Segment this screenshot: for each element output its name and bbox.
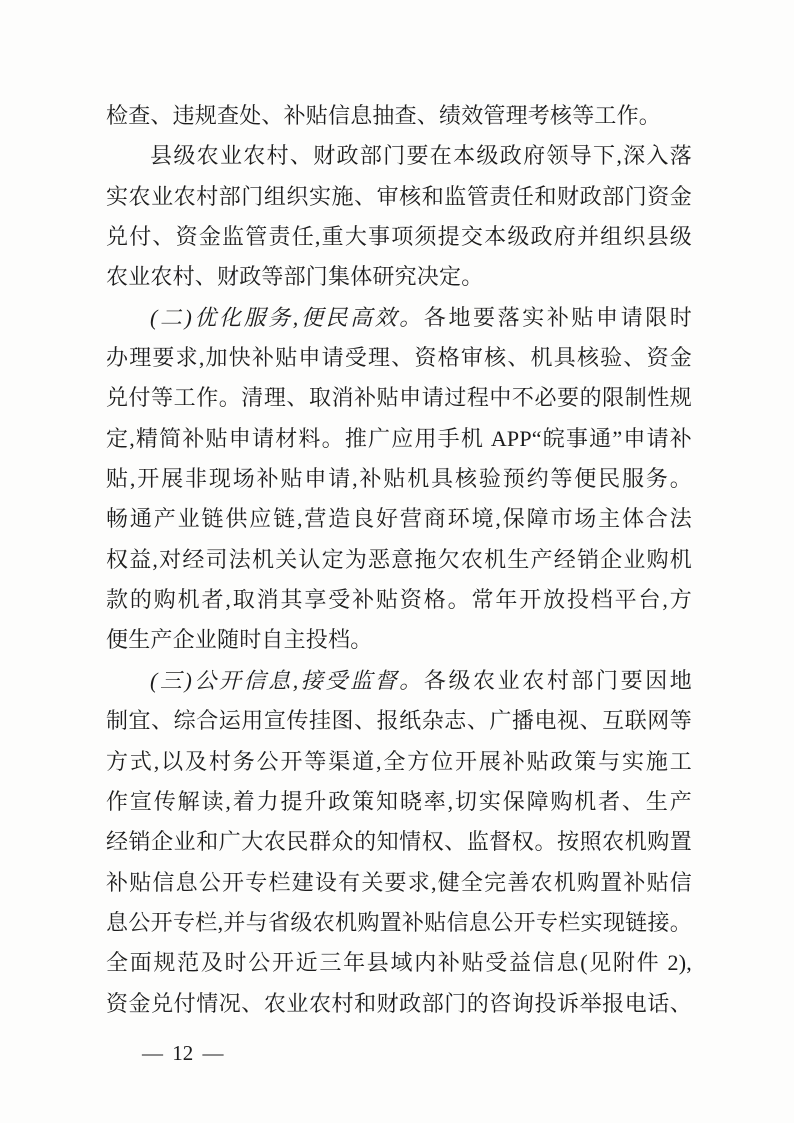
document-body: [106, 96, 692, 1024]
section-heading: (二)优化服务,便民高效。: [150, 304, 424, 330]
body-line: 实农业农村部门组织实施、审核和监管责任和财政部门资金: [106, 183, 692, 209]
body-line: 息公开专栏,并与省级农机购置补贴信息公开专栏实现链接。: [106, 909, 692, 935]
body-line-text: 各地要落实补贴申请限时: [423, 304, 692, 330]
body-line: 农业农村、财政等部门集体研究决定。: [106, 264, 484, 290]
body-line: 全面规范及时公开近三年县域内补贴受益信息(见附件 2),: [106, 950, 692, 976]
body-line: 兑付、资金监管责任,重大事项须提交本级政府并组织县级: [106, 224, 692, 250]
body-line: 定,精简补贴申请材料。推广应用手机 APP“皖事通”申请补: [106, 425, 692, 451]
body-line: [106, 661, 692, 701]
body-line: 县级农业农村、财政部门要在本级政府领导下,深入落: [150, 143, 692, 169]
body-line: 便生产企业随时自主投档。: [106, 627, 373, 653]
body-line: 作宣传解读,着力提升政策知晓率,切实保障购机者、生产: [106, 788, 692, 814]
body-line: 畅通产业链供应链,营造良好营商环境,保障市场主体合法: [106, 506, 692, 532]
section-heading: (三)公开信息,接受监督。: [150, 667, 424, 693]
body-line: 兑付等工作。清理、取消补贴申请过程中不必要的限制性规: [106, 385, 692, 411]
body-line: 款的购机者,取消其享受补贴资格。常年开放投档平台,方: [106, 587, 692, 613]
body-line: 方式,以及村务公开等渠道,全方位开展补贴政策与实施工: [106, 748, 692, 774]
body-line: 办理要求,加快补贴申请受理、资格审核、机具核验、资金: [106, 345, 692, 371]
body-line: 资金兑付情况、农业农村和财政部门的咨询投诉举报电话、: [106, 990, 692, 1016]
body-line: [106, 298, 692, 338]
body-line: 权益,对经司法机关认定为恶意拖欠农机生产经销企业购机: [106, 546, 692, 572]
body-line: 贴,开展非现场补贴申请,补贴机具核验预约等便民服务。: [106, 466, 692, 492]
page-number: — 12 —: [142, 1041, 224, 1065]
body-line: 制宜、综合运用宣传挂图、报纸杂志、广播电视、互联网等: [106, 708, 692, 734]
body-line-text: 各级农业农村部门要因地: [423, 667, 692, 693]
body-line: 经销企业和广大农民群众的知情权、监督权。按照农机购置: [106, 829, 692, 855]
body-line: 补贴信息公开专栏建设有关要求,健全完善农机购置补贴信: [106, 869, 692, 895]
body-line: 检查、违规查处、补贴信息抽查、绩效管理考核等工作。: [106, 103, 662, 128]
